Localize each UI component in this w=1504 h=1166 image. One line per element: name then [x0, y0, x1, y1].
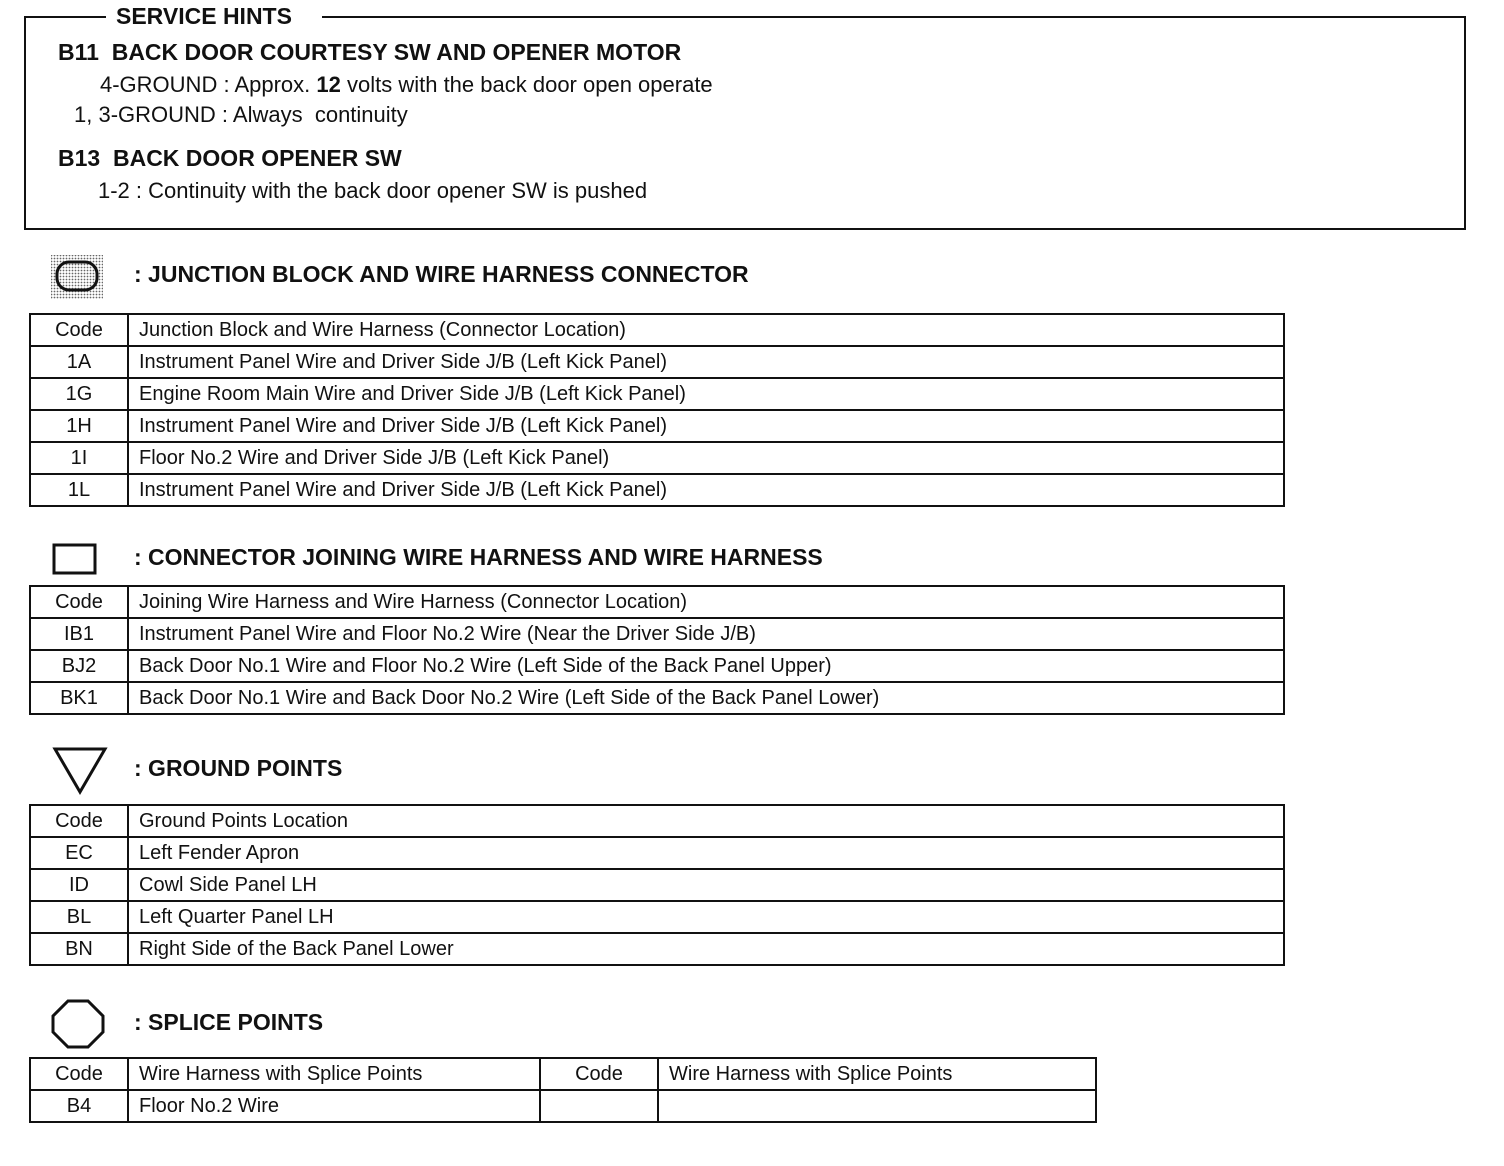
- header-wire-harness: Wire Harness with Splice Points: [128, 1058, 540, 1090]
- splice-octagon-symbol-icon: [50, 998, 106, 1050]
- table-header-row: [30, 586, 1284, 618]
- row-location: Instrument Panel Wire and Floor No.2 Wire (Near the Driver Side J/B): [128, 618, 1284, 650]
- row-code: B4: [30, 1090, 128, 1122]
- table-row: [30, 901, 1284, 933]
- row-wire-harness: Floor No.2 Wire: [128, 1090, 540, 1122]
- table-row: [30, 1090, 1096, 1122]
- hint-line-b11-4-ground: [100, 72, 713, 98]
- row-code: BN: [30, 933, 128, 965]
- row-location: Floor No.2 Wire and Driver Side J/B (Left Kick Panel): [128, 442, 1284, 474]
- row-code: 1L: [30, 474, 128, 506]
- hint-heading-b13: B13 BACK DOOR OPENER SW: [58, 145, 402, 171]
- ground-section-title: : GROUND POINTS: [134, 755, 343, 781]
- row-location: Engine Room Main Wire and Driver Side J/B (Left Kick Panel): [128, 378, 1284, 410]
- header-location: Junction Block and Wire Harness (Connector Location): [128, 314, 1284, 346]
- header-location: Ground Points Location: [128, 805, 1284, 837]
- hint-text: 1-2 : Continuity with the back door opener SW is pushed: [98, 178, 648, 203]
- service-hints-title: SERVICE HINTS: [106, 3, 322, 29]
- row-location: Instrument Panel Wire and Driver Side J/B (Left Kick Panel): [128, 346, 1284, 378]
- row-location: Instrument Panel Wire and Driver Side J/B (Left Kick Panel): [128, 410, 1284, 442]
- splice-section-title: : SPLICE POINTS: [134, 1009, 324, 1035]
- table-header-row: [30, 1058, 1096, 1090]
- table-row: [30, 618, 1284, 650]
- hint-line-b11-1-3-ground: [74, 102, 408, 128]
- header-code: Code: [30, 586, 128, 618]
- row-code: 1H: [30, 410, 128, 442]
- row-location: Cowl Side Panel LH: [128, 869, 1284, 901]
- row-code: IB1: [30, 618, 128, 650]
- row-wire-harness-2: [658, 1090, 1096, 1122]
- row-code-2: [540, 1090, 658, 1122]
- row-code: 1G: [30, 378, 128, 410]
- row-location: Instrument Panel Wire and Driver Side J/B (Left Kick Panel): [128, 474, 1284, 506]
- table-row: [30, 346, 1284, 378]
- ground-triangle-symbol-icon: [52, 746, 108, 796]
- header-code: Code: [30, 1058, 128, 1090]
- table-row: [30, 650, 1284, 682]
- table-row: [30, 837, 1284, 869]
- hint-text: volts with the back door open operate: [340, 72, 713, 97]
- hint-text: 1, 3-GROUND : Always continuity: [74, 102, 408, 127]
- hint-line-b13-1-2: [98, 178, 647, 204]
- row-code: BL: [30, 901, 128, 933]
- table-header-row: [30, 314, 1284, 346]
- row-code: BK1: [30, 682, 128, 714]
- table-row: [30, 474, 1284, 506]
- header-wire-harness-2: Wire Harness with Splice Points: [658, 1058, 1096, 1090]
- header-code: Code: [30, 805, 128, 837]
- splice-table: [29, 1057, 1097, 1123]
- row-code: ID: [30, 869, 128, 901]
- connector-square-symbol-icon: [52, 542, 98, 576]
- header-location: Joining Wire Harness and Wire Harness (Connector Location): [128, 586, 1284, 618]
- header-code-2: Code: [540, 1058, 658, 1090]
- table-row: [30, 442, 1284, 474]
- connector-section-title: : CONNECTOR JOINING WIRE HARNESS AND WIRE HARNESS: [134, 544, 823, 570]
- hint-text: 4-GROUND : Approx.: [100, 72, 317, 97]
- row-location: Left Fender Apron: [128, 837, 1284, 869]
- header-code: Code: [30, 314, 128, 346]
- row-location: Back Door No.1 Wire and Floor No.2 Wire (Left Side of the Back Panel Upper): [128, 650, 1284, 682]
- table-row: [30, 682, 1284, 714]
- row-location: Left Quarter Panel LH: [128, 901, 1284, 933]
- row-code: 1A: [30, 346, 128, 378]
- row-location: Right Side of the Back Panel Lower: [128, 933, 1284, 965]
- junction-block-symbol-icon: [50, 254, 104, 300]
- hint-voltage-value: 12: [316, 72, 341, 97]
- junction-section-title: : JUNCTION BLOCK AND WIRE HARNESS CONNECTOR: [134, 261, 749, 287]
- row-code: 1I: [30, 442, 128, 474]
- row-location: Back Door No.1 Wire and Back Door No.2 Wire (Left Side of the Back Panel Lower): [128, 682, 1284, 714]
- hint-heading-b11: B11 BACK DOOR COURTESY SW AND OPENER MOTOR: [58, 39, 682, 65]
- table-row: [30, 933, 1284, 965]
- ground-table: [29, 804, 1285, 966]
- table-header-row: [30, 805, 1284, 837]
- connector-table: [29, 585, 1285, 715]
- junction-table: [29, 313, 1285, 507]
- table-row: [30, 378, 1284, 410]
- table-row: [30, 869, 1284, 901]
- row-code: BJ2: [30, 650, 128, 682]
- row-code: EC: [30, 837, 128, 869]
- table-row: [30, 410, 1284, 442]
